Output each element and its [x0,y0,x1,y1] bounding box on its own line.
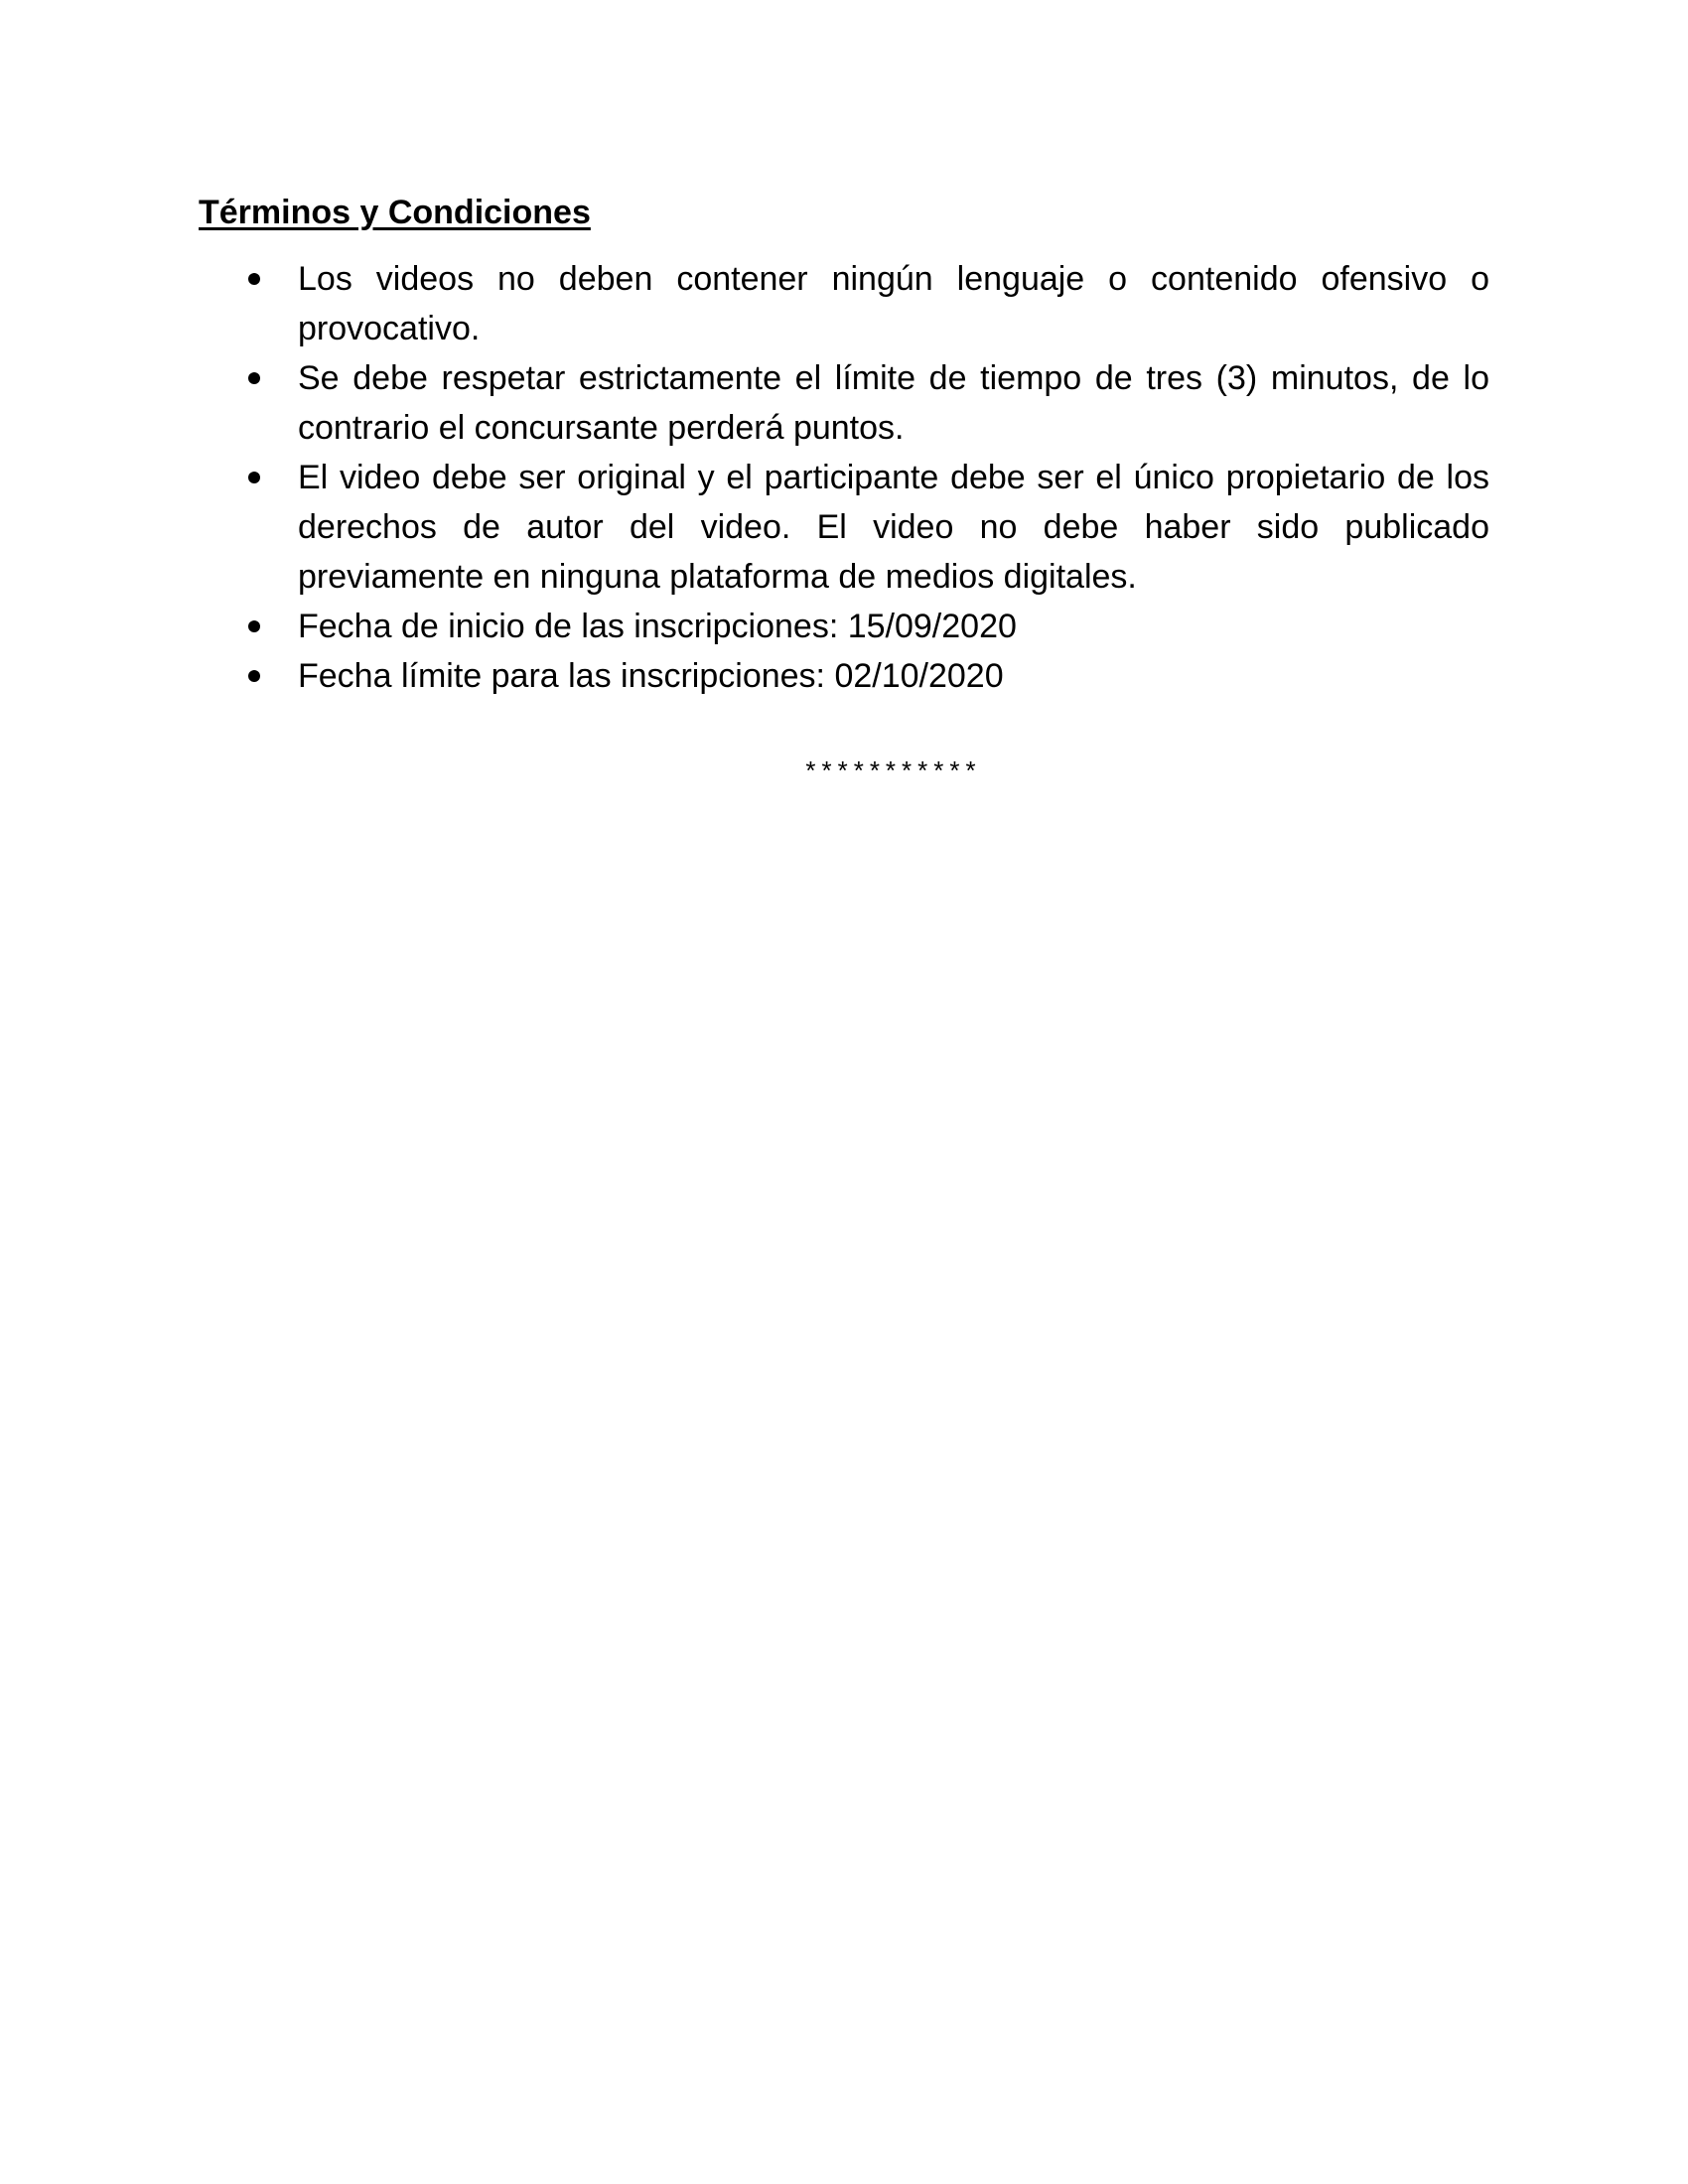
bullet-icon [248,620,260,632]
bullet-icon [248,273,260,285]
document-content [199,189,1489,788]
terms-list [199,254,1489,701]
term-item [199,353,1489,453]
section-separator: *********** [805,755,982,785]
term-item [199,602,1489,651]
term-item [199,651,1489,701]
bullet-icon [248,372,260,384]
document-title: Términos y Condiciones [199,194,591,231]
term-item [199,254,1489,353]
term-text: El video debe ser original y el participante debe ser el único propietario de los derechos de autor del video. El video no debe haber sido publicado previamente en ninguna plataforma de medios digitales. [298,459,1489,596]
term-item [199,453,1489,602]
term-text: Fecha de inicio de las inscripciones: 15/09/2020 [298,608,1017,645]
term-text: Se debe respetar estrictamente el límite de tiempo de tres (3) minutos, de lo contrario el concursante perderá puntos. [298,359,1489,447]
term-text: Los videos no deben contener ningún lenguaje o contenido ofensivo o provocativo. [298,260,1489,347]
term-text: Fecha límite para las inscripciones: 02/10/2020 [298,657,1004,695]
bullet-icon [248,472,260,483]
bullet-icon [248,670,260,682]
